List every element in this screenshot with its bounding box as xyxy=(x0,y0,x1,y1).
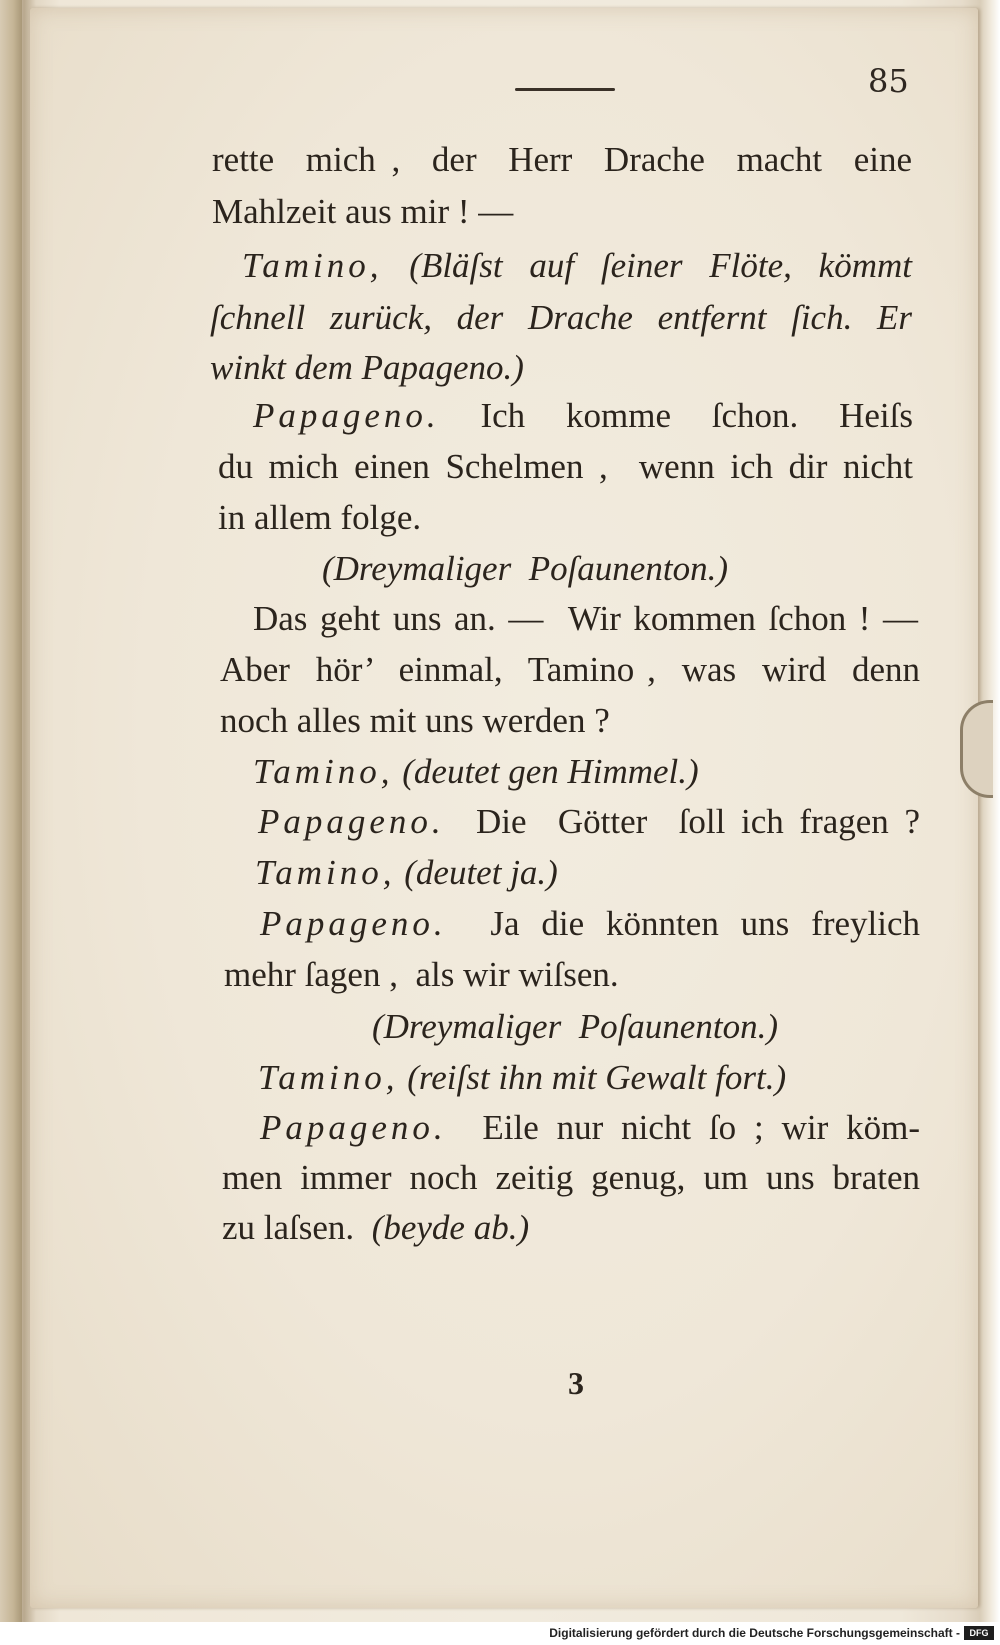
digitization-footer xyxy=(0,1622,1000,1645)
speaker-name: Papageno. xyxy=(258,802,445,841)
text-line xyxy=(210,346,524,390)
page-number: 85 xyxy=(868,62,909,100)
text-line xyxy=(224,953,619,997)
text-line xyxy=(258,1056,786,1100)
text-line xyxy=(242,244,912,288)
body-text: Das geht uns an. — Wir kommen ſchon ! — xyxy=(253,599,918,638)
body-text: in allem folge. xyxy=(218,498,422,537)
book-spine xyxy=(0,0,22,1622)
text-line xyxy=(210,296,912,340)
body-text: mehr ſagen , als wir wiſsen. xyxy=(224,955,619,994)
speaker-name: Tamino, xyxy=(253,752,394,791)
body-text: du mich einen Schelmen , wenn ich dir nicht xyxy=(218,447,913,486)
header-rule xyxy=(515,88,615,91)
text-line xyxy=(253,394,913,438)
text-line xyxy=(253,750,699,794)
stage-direction xyxy=(322,547,728,591)
text-line xyxy=(218,445,913,489)
body-text: Aber hör’ einmal, Tamino , was wird denn xyxy=(220,650,920,689)
italic-text: (deutet gen Himmel.) xyxy=(393,752,699,791)
italic-text: (Bläſst auf ſeiner Flöte, kömmt xyxy=(382,246,912,285)
page-edge-tab xyxy=(960,700,993,798)
speaker-name: Tamino, xyxy=(258,1058,399,1097)
stage-direction xyxy=(372,1005,778,1049)
body-text: zu laſsen. xyxy=(222,1208,372,1247)
text-line xyxy=(220,648,920,692)
body-text: Die Götter ſoll ich fragen ? xyxy=(444,802,920,841)
text-line xyxy=(222,1156,920,1200)
speaker-name: Papageno. xyxy=(260,1108,447,1147)
text-line xyxy=(218,496,421,540)
dfg-logo: DFG xyxy=(964,1626,994,1640)
text-line xyxy=(260,902,920,946)
italic-text: (reiſst ihn mit Gewalt fort.) xyxy=(398,1058,787,1097)
body-text: Eile nur nicht ſo ; wir köm- xyxy=(446,1108,920,1147)
text-line xyxy=(220,699,610,743)
italic-text: (Dreymaliger Poſaunenton.) xyxy=(372,1007,778,1046)
body-text: Ja die könnten uns freylich xyxy=(446,904,920,943)
italic-text: ſchnell zurück, der Drache entfernt ſich. Er xyxy=(210,298,912,337)
body-text: noch alles mit uns werden ? xyxy=(220,701,610,740)
text-line xyxy=(212,138,912,182)
signature-mark: 3 xyxy=(568,1365,584,1401)
speaker-name: Papageno. xyxy=(253,396,440,435)
body-text: Ich komme ſchon. Heiſs xyxy=(439,396,913,435)
italic-text: (Dreymaliger Poſaunenton.) xyxy=(322,549,728,588)
text-line xyxy=(258,800,920,844)
footer-credit: Digitalisierung gefördert durch die Deutsche Forschungsgemeinschaft - xyxy=(549,1626,960,1640)
body-text: men immer noch zeitig genug, um uns braten xyxy=(222,1158,920,1197)
italic-text: (beyde ab.) xyxy=(371,1208,530,1247)
italic-text: winkt dem Papageno.) xyxy=(210,348,524,387)
text-line xyxy=(212,190,513,234)
speaker-name: Papageno. xyxy=(260,904,447,943)
text-line xyxy=(222,1206,529,1250)
body-text: Mahlzeit aus mir ! — xyxy=(212,192,514,231)
text-line xyxy=(253,597,918,641)
speaker-name: Tamino, xyxy=(255,853,396,892)
body-text: rette mich , der Herr Drache macht eine xyxy=(212,140,912,179)
speaker-name: Tamino, xyxy=(242,246,383,285)
text-line xyxy=(260,1106,920,1150)
italic-text: (deutet ja.) xyxy=(395,853,558,892)
text-line xyxy=(255,851,558,895)
